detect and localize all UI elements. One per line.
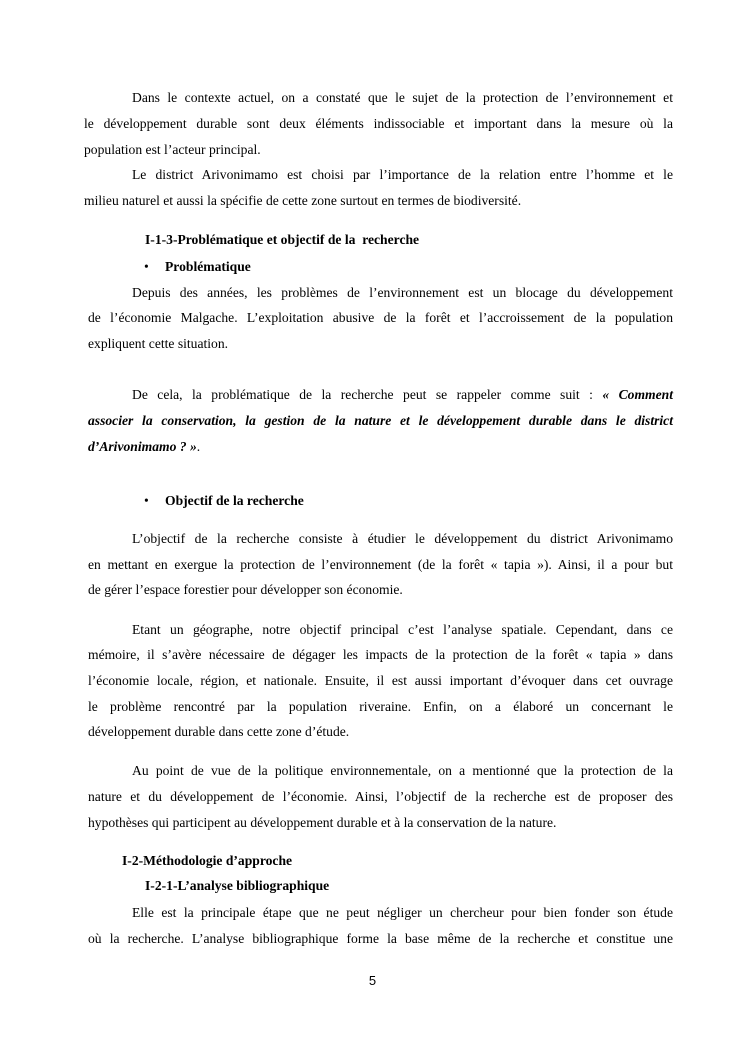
- bullet-label: Problématique: [165, 259, 251, 274]
- paragraph-line: mémoire, il s’avère nécessaire de dégager les impacts de la protection de la forêt « tapia » dans: [88, 647, 673, 662]
- paragraph-line: expliquent cette situation.: [88, 336, 229, 351]
- subsection-heading: I-2-1-L’analyse bibliographique: [145, 878, 330, 893]
- paragraph-line: Elle est la principale étape que ne peut négliger un chercheur pour bien fonder son étude: [132, 905, 673, 920]
- quote-text: d’Arivonimamo ? »: [88, 439, 197, 454]
- paragraph-line: Dans le contexte actuel, on a constaté que le sujet de la protection de l’environnement et: [132, 90, 673, 105]
- paragraph-line: nature et du développement de l’économie. Ainsi, l’objectif de la recherche est de proposer des: [88, 789, 673, 804]
- paragraph-line: [132, 386, 673, 404]
- paragraph-line: Au point de vue de la politique environnementale, on a mentionné que la protection de la: [132, 763, 673, 778]
- bullet-icon: •: [144, 493, 149, 508]
- bullet-item: [144, 258, 251, 276]
- paragraph-line: en mettant en exergue la protection de l’environnement (de la forêt « tapia »). Ainsi, il a pour but: [88, 557, 673, 572]
- paragraph-line: de l’économie Malgache. L’exploitation abusive de la forêt et l’accroissement de la population: [88, 310, 673, 325]
- section-heading: I-1-3-Problématique et objectif de la recherche: [145, 232, 420, 247]
- paragraph-text: De cela, la problématique de la recherche peut se rappeler comme suit :: [132, 387, 603, 402]
- bullet-label: Objectif de la recherche: [165, 493, 304, 508]
- paragraph-line: de gérer l’espace forestier pour développer son économie.: [88, 582, 403, 597]
- paragraph-line: L’objectif de la recherche consiste à étudier le développement du district Arivonimamo: [132, 531, 673, 546]
- quote-text: « Comment: [602, 387, 673, 402]
- paragraph-line: l’économie locale, région, et nationale. Ensuite, il est aussi important d’évoquer dans cet ouvrage: [88, 673, 673, 688]
- page-number: 5: [368, 973, 377, 988]
- paragraph-line: Le district Arivonimamo est choisi par l’importance de la relation entre l’homme et le: [132, 167, 673, 182]
- bullet-icon: •: [144, 259, 149, 274]
- quote-line: associer la conservation, la gestion de la nature et le développement durable dans le district: [88, 413, 673, 428]
- paragraph-line: développement durable dans cette zone d’étude.: [88, 724, 350, 739]
- paragraph-line: milieu naturel et aussi la spécifie de cette zone surtout en termes de biodiversité.: [84, 193, 522, 208]
- bullet-item: [144, 492, 304, 510]
- paragraph-line: le développement durable sont deux éléments indissociable et important dans la mesure où la: [84, 116, 673, 131]
- paragraph-line: Etant un géographe, notre objectif principal c’est l’analyse spatiale. Cependant, dans ce: [132, 622, 673, 637]
- paragraph-line: où la recherche. L’analyse bibliographique forme la base même de la recherche et constitue une: [88, 931, 673, 946]
- paragraph-line: population est l’acteur principal.: [84, 142, 261, 157]
- section-heading: I-2-Méthodologie d’approche: [122, 853, 293, 868]
- paragraph-line: [88, 438, 673, 456]
- paragraph-text: .: [196, 439, 201, 454]
- paragraph-line: hypothèses qui participent au développement durable et à la conservation de la nature.: [88, 815, 557, 830]
- paragraph-line: Depuis des années, les problèmes de l’environnement est un blocage du développement: [132, 285, 673, 300]
- paragraph-line: le problème rencontré par la population riveraine. Enfin, on a élaboré un concernant le: [88, 699, 673, 714]
